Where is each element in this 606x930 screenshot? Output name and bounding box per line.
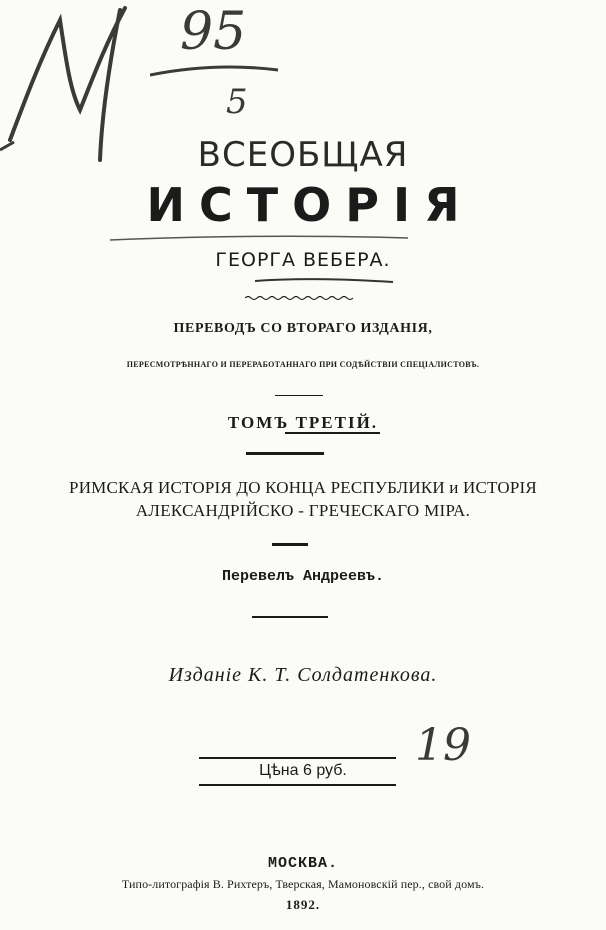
title-underline-stroke (110, 232, 410, 244)
handwritten-sub-number: 5 (226, 82, 248, 122)
price-rule-bottom (199, 784, 396, 786)
main-title: ИСТОРІЯ (146, 178, 474, 232)
divider-thin (252, 616, 328, 618)
translation-note: ПЕРЕВОДЪ СО ВТОРАГО ИЗДАНІЯ, (173, 321, 433, 336)
handwritten-underline-mark (150, 60, 280, 90)
subtitle-line-1: РИМСКАЯ ИСТОРІЯ ДО КОНЦА РЕСПУБЛИКИ и ИСТОРІЯ (69, 478, 537, 497)
handwritten-shelf-number: 95 (180, 2, 247, 62)
translator-line: Перевелъ Андреевъ. (221, 568, 385, 585)
city-line: МОСКВА. (267, 855, 338, 872)
price-label: Цѣна 6 руб. (259, 762, 347, 779)
divider-thick (246, 452, 324, 455)
volume-underline (285, 432, 380, 434)
price-rule-top (199, 757, 396, 759)
divider-short (275, 395, 323, 396)
year-line: 1892. (285, 897, 321, 912)
divider-thick-2 (272, 543, 308, 546)
revised-note: ПЕРЕСМОТРѢННАГО И ПЕРЕРАБОТАННАГО ПРИ СОДѢЙСТВІИ СПЕЦІАЛИСТОВЪ. (126, 360, 480, 369)
publisher-line: Изданіе К. Т. Солдатенкова. (168, 664, 438, 686)
wavy-divider (245, 294, 355, 302)
volume-label: ТОМЪ ТРЕТІЙ. (227, 413, 379, 432)
handwritten-margin-number: 19 (415, 720, 471, 771)
printer-line: Типо-литографія В. Рихтеръ, Тверская, Мамоновскій пер., свой домъ. (121, 877, 485, 891)
author-line: ГЕОРГА ВЕБЕРА. (215, 249, 391, 271)
pre-title: ВСЕОБЩАЯ (197, 135, 409, 175)
subtitle-line-2: АЛЕКСАНДРІЙСКО - ГРЕЧЕСКАГО МІРА. (135, 501, 471, 520)
author-underline-stroke (255, 276, 395, 286)
